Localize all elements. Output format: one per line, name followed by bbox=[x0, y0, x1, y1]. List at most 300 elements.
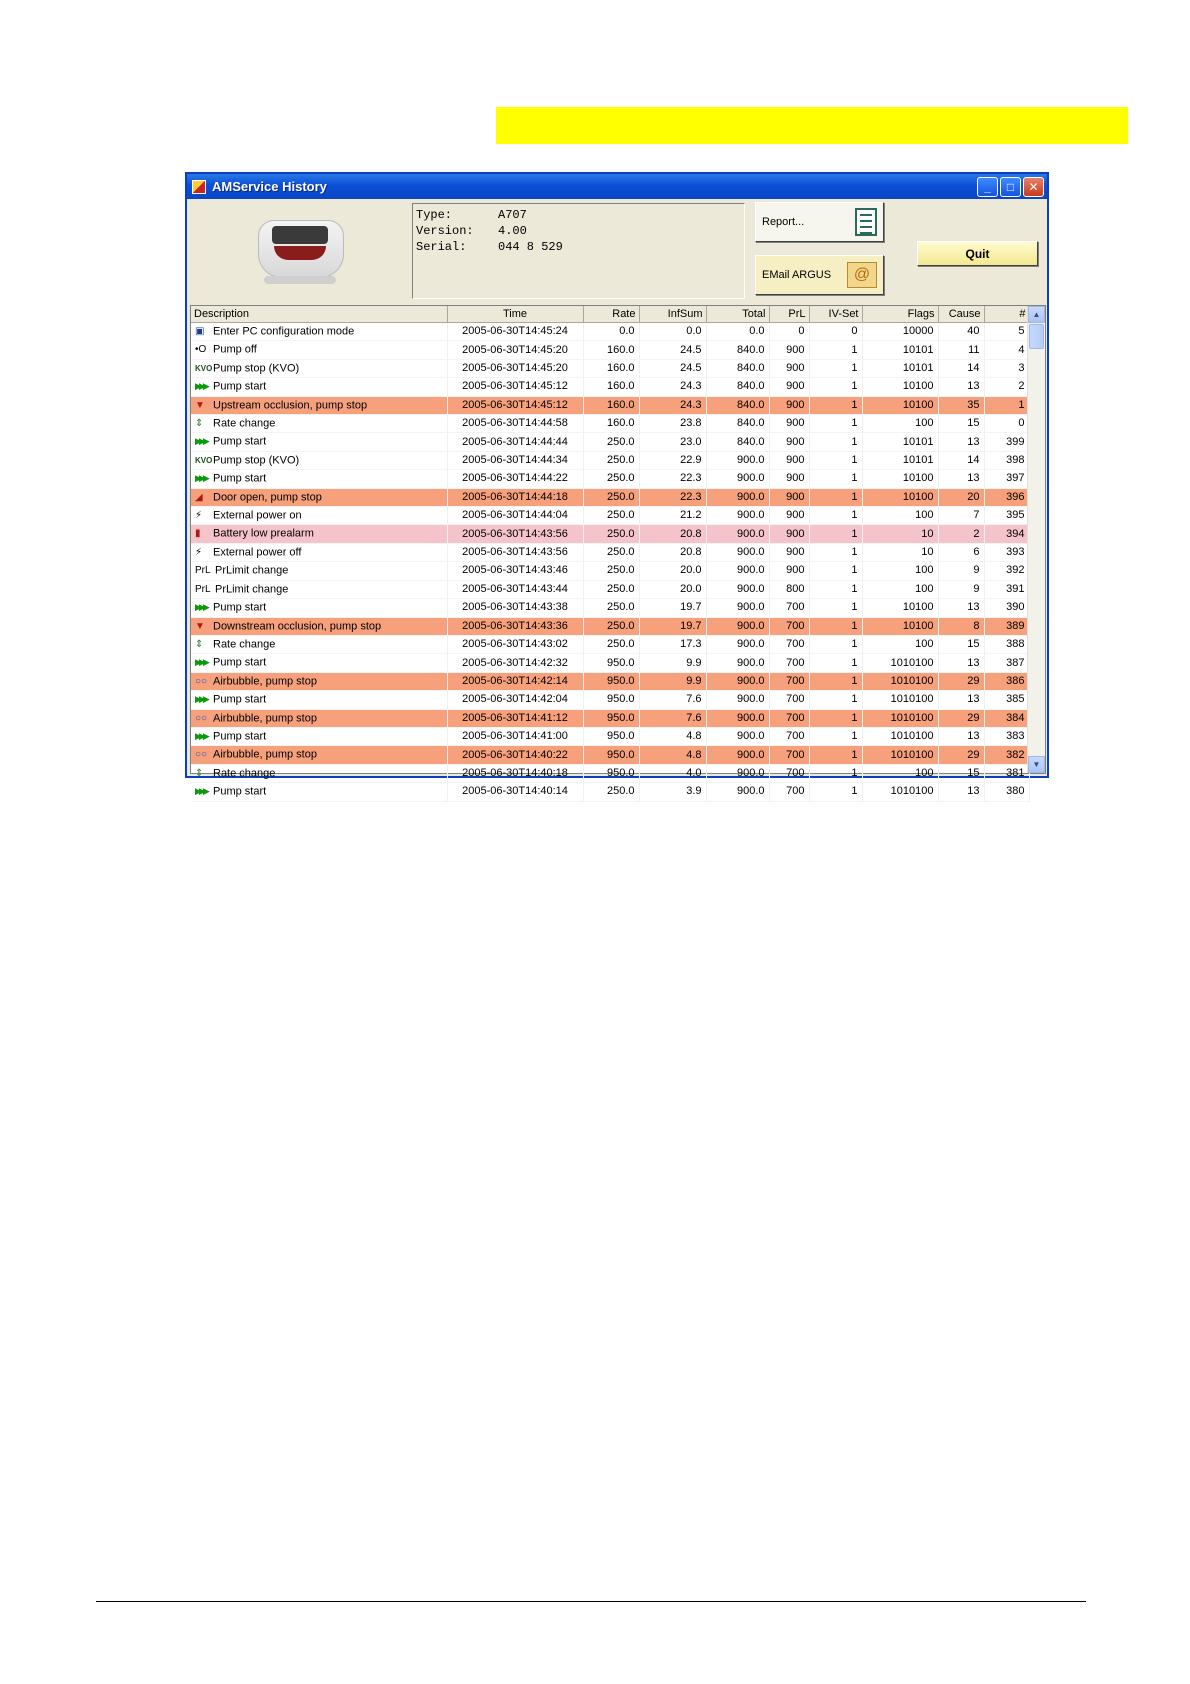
cell-rate: 250.0 bbox=[583, 451, 639, 469]
cell-rate: 250.0 bbox=[583, 433, 639, 451]
cell-rate: 250.0 bbox=[583, 599, 639, 617]
cell-time: 2005-06-30T14:40:14 bbox=[447, 783, 583, 801]
pump-start-icon: ▶▶▶ bbox=[195, 602, 207, 613]
cell-flags: 10100 bbox=[862, 617, 938, 635]
event-description: Enter PC configuration mode bbox=[213, 325, 355, 338]
pump-start-icon: ▶▶▶ bbox=[195, 694, 207, 705]
cell-prl: 900 bbox=[769, 341, 809, 359]
cell-infsum: 7.6 bbox=[639, 691, 706, 709]
cell-cause: 13 bbox=[938, 783, 984, 801]
cell-flags: 100 bbox=[862, 507, 938, 525]
cell-iv-set: 1 bbox=[809, 470, 862, 488]
cell-infsum: 21.2 bbox=[639, 507, 706, 525]
cell-cause: 40 bbox=[938, 323, 984, 341]
event-description: Rate change bbox=[213, 767, 276, 780]
cell-time: 2005-06-30T14:43:46 bbox=[447, 562, 583, 580]
table-row[interactable] bbox=[191, 635, 1029, 653]
quit-button[interactable]: Quit bbox=[917, 241, 1038, 266]
cell-description bbox=[191, 635, 447, 653]
door-open-icon: ◢ bbox=[195, 491, 203, 503]
cell-cause: 15 bbox=[938, 635, 984, 653]
cell-flags: 100 bbox=[862, 562, 938, 580]
cell-time: 2005-06-30T14:41:12 bbox=[447, 709, 583, 727]
table-row[interactable] bbox=[191, 451, 1029, 469]
cell-time: 2005-06-30T14:45:24 bbox=[447, 323, 583, 341]
column-header-flags[interactable]: Flags bbox=[862, 306, 938, 323]
air-bubble-icon: ○○ bbox=[195, 675, 208, 687]
cell-iv-set: 1 bbox=[809, 654, 862, 672]
cell-cause: 13 bbox=[938, 378, 984, 396]
version-row bbox=[416, 223, 741, 239]
cell-infsum: 24.3 bbox=[639, 378, 706, 396]
cell-prl: 900 bbox=[769, 562, 809, 580]
cell-time: 2005-06-30T14:44:44 bbox=[447, 433, 583, 451]
event-description: Pump start bbox=[213, 730, 267, 743]
cell-number: 4 bbox=[984, 341, 1029, 359]
cell-rate: 250.0 bbox=[583, 470, 639, 488]
event-description: Battery low prealarm bbox=[213, 527, 314, 540]
event-description: Rate change bbox=[213, 638, 276, 651]
cell-flags: 10100 bbox=[862, 488, 938, 506]
cell-prl: 700 bbox=[769, 617, 809, 635]
table-row[interactable] bbox=[191, 654, 1029, 672]
event-description: Airbubble, pump stop bbox=[213, 675, 317, 688]
cell-iv-set: 1 bbox=[809, 783, 862, 801]
cell-iv-set: 1 bbox=[809, 378, 862, 396]
cell-rate: 950.0 bbox=[583, 709, 639, 727]
header-row bbox=[191, 306, 1029, 323]
cell-total: 900.0 bbox=[706, 562, 769, 580]
cell-number: 2 bbox=[984, 378, 1029, 396]
table-row[interactable] bbox=[191, 727, 1029, 745]
cell-time: 2005-06-30T14:45:20 bbox=[447, 341, 583, 359]
table-row[interactable] bbox=[191, 470, 1029, 488]
column-header-number[interactable]: # bbox=[984, 306, 1029, 323]
table-row[interactable] bbox=[191, 323, 1029, 341]
cell-infsum: 22.3 bbox=[639, 470, 706, 488]
cell-description bbox=[191, 378, 447, 396]
cell-cause: 13 bbox=[938, 727, 984, 745]
table-row[interactable] bbox=[191, 783, 1029, 801]
column-header-description[interactable]: Description bbox=[191, 306, 447, 323]
history-rows bbox=[191, 323, 1029, 802]
cell-cause: 6 bbox=[938, 543, 984, 561]
cell-total: 840.0 bbox=[706, 378, 769, 396]
cell-prl: 900 bbox=[769, 359, 809, 377]
cell-number: 384 bbox=[984, 709, 1029, 727]
cell-total: 900.0 bbox=[706, 451, 769, 469]
event-description: Pump start bbox=[213, 380, 267, 393]
cell-description bbox=[191, 727, 447, 745]
cell-time: 2005-06-30T14:44:04 bbox=[447, 507, 583, 525]
maximize-button[interactable]: □ bbox=[1000, 177, 1021, 197]
table-row[interactable] bbox=[191, 396, 1029, 414]
table-row[interactable] bbox=[191, 672, 1029, 690]
cell-total: 840.0 bbox=[706, 396, 769, 414]
cell-prl: 900 bbox=[769, 543, 809, 561]
cell-total: 840.0 bbox=[706, 341, 769, 359]
cell-number: 387 bbox=[984, 654, 1029, 672]
cell-cause: 29 bbox=[938, 709, 984, 727]
cell-flags: 1010100 bbox=[862, 672, 938, 690]
cell-time: 2005-06-30T14:40:18 bbox=[447, 764, 583, 782]
cell-total: 900.0 bbox=[706, 617, 769, 635]
cell-description bbox=[191, 507, 447, 525]
cell-infsum: 19.7 bbox=[639, 617, 706, 635]
cell-infsum: 24.5 bbox=[639, 359, 706, 377]
event-description: Airbubble, pump stop bbox=[213, 711, 317, 724]
cell-total: 900.0 bbox=[706, 543, 769, 561]
cell-number: 397 bbox=[984, 470, 1029, 488]
cell-time: 2005-06-30T14:43:44 bbox=[447, 580, 583, 598]
cell-total: 840.0 bbox=[706, 359, 769, 377]
cell-flags: 1010100 bbox=[862, 709, 938, 727]
cell-flags: 1010100 bbox=[862, 654, 938, 672]
cell-rate: 950.0 bbox=[583, 746, 639, 764]
cell-prl: 800 bbox=[769, 580, 809, 598]
report-button-label: Report... bbox=[762, 216, 805, 228]
cell-iv-set: 1 bbox=[809, 635, 862, 653]
report-button[interactable] bbox=[755, 202, 884, 242]
event-description: Pump start bbox=[213, 472, 267, 485]
cell-infsum: 20.8 bbox=[639, 525, 706, 543]
cell-iv-set: 1 bbox=[809, 359, 862, 377]
cell-number: 396 bbox=[984, 488, 1029, 506]
cell-total: 0.0 bbox=[706, 323, 769, 341]
pump-start-icon: ▶▶▶ bbox=[195, 730, 207, 741]
table-row[interactable] bbox=[191, 359, 1029, 377]
cell-infsum: 19.7 bbox=[639, 599, 706, 617]
cell-total: 900.0 bbox=[706, 691, 769, 709]
cell-infsum: 7.6 bbox=[639, 709, 706, 727]
close-button[interactable]: ✕ bbox=[1023, 177, 1044, 197]
header-panel bbox=[187, 199, 1047, 303]
table-row[interactable] bbox=[191, 525, 1029, 543]
minimize-button[interactable]: _ bbox=[977, 177, 998, 197]
cell-description bbox=[191, 580, 447, 598]
cell-prl: 900 bbox=[769, 451, 809, 469]
cell-rate: 250.0 bbox=[583, 635, 639, 653]
cell-prl: 700 bbox=[769, 635, 809, 653]
table-row[interactable] bbox=[191, 507, 1029, 525]
title-bar[interactable] bbox=[187, 174, 1047, 199]
cell-total: 900.0 bbox=[706, 525, 769, 543]
device-info-box bbox=[412, 203, 745, 299]
occlusion-icon: ▼ bbox=[195, 399, 205, 411]
event-description: Airbubble, pump stop bbox=[213, 748, 317, 761]
cell-description bbox=[191, 323, 447, 341]
air-bubble-icon: ○○ bbox=[195, 749, 208, 761]
cell-infsum: 4.8 bbox=[639, 746, 706, 764]
cell-iv-set: 1 bbox=[809, 580, 862, 598]
cell-description bbox=[191, 562, 447, 580]
cell-iv-set: 1 bbox=[809, 562, 862, 580]
pump-start-icon: ▶▶▶ bbox=[195, 381, 207, 392]
type-value: A707 bbox=[498, 208, 527, 222]
cell-iv-set: 1 bbox=[809, 433, 862, 451]
event-description: Downstream occlusion, pump stop bbox=[213, 619, 382, 632]
column-header-time[interactable]: Time bbox=[447, 306, 583, 323]
vertical-scrollbar[interactable] bbox=[1027, 306, 1045, 773]
event-description: Rate change bbox=[213, 417, 276, 430]
cell-rate: 950.0 bbox=[583, 691, 639, 709]
cell-iv-set: 1 bbox=[809, 691, 862, 709]
history-table bbox=[191, 306, 1030, 802]
cell-description bbox=[191, 599, 447, 617]
cell-total: 900.0 bbox=[706, 470, 769, 488]
cell-flags: 10 bbox=[862, 543, 938, 561]
cell-number: 386 bbox=[984, 672, 1029, 690]
table-row[interactable] bbox=[191, 341, 1029, 359]
yellow-highlight-bar bbox=[496, 107, 1128, 144]
cell-flags: 10100 bbox=[862, 599, 938, 617]
cell-prl: 700 bbox=[769, 599, 809, 617]
cell-iv-set: 1 bbox=[809, 507, 862, 525]
cell-infsum: 24.5 bbox=[639, 341, 706, 359]
cell-cause: 13 bbox=[938, 433, 984, 451]
column-header-infsum[interactable]: InfSum bbox=[639, 306, 706, 323]
cell-flags: 10 bbox=[862, 525, 938, 543]
cell-total: 900.0 bbox=[706, 727, 769, 745]
table-row[interactable] bbox=[191, 764, 1029, 782]
event-description: Pump start bbox=[213, 656, 267, 669]
cell-rate: 160.0 bbox=[583, 359, 639, 377]
cell-time: 2005-06-30T14:45:12 bbox=[447, 396, 583, 414]
battery-icon: ▮ bbox=[195, 528, 201, 540]
cell-prl: 700 bbox=[769, 727, 809, 745]
pump-door-shape bbox=[274, 246, 326, 260]
cell-iv-set: 0 bbox=[809, 323, 862, 341]
table-row[interactable] bbox=[191, 562, 1029, 580]
cell-flags: 1010100 bbox=[862, 746, 938, 764]
cell-number: 395 bbox=[984, 507, 1029, 525]
cell-total: 840.0 bbox=[706, 415, 769, 433]
cell-prl: 900 bbox=[769, 525, 809, 543]
pc-config-icon: ▣ bbox=[195, 326, 205, 337]
infusion-pump-image bbox=[252, 210, 347, 288]
cell-rate: 950.0 bbox=[583, 764, 639, 782]
cell-total: 900.0 bbox=[706, 654, 769, 672]
cell-number: 399 bbox=[984, 433, 1029, 451]
pump-off-icon: •O bbox=[195, 344, 207, 356]
cell-prl: 900 bbox=[769, 433, 809, 451]
cell-cause: 20 bbox=[938, 488, 984, 506]
cell-iv-set: 1 bbox=[809, 525, 862, 543]
cell-total: 900.0 bbox=[706, 599, 769, 617]
column-header-rate[interactable]: Rate bbox=[583, 306, 639, 323]
event-description: Pump start bbox=[213, 693, 267, 706]
cell-rate: 250.0 bbox=[583, 507, 639, 525]
cell-flags: 1010100 bbox=[862, 691, 938, 709]
email-argus-button[interactable] bbox=[755, 255, 884, 295]
cell-number: 388 bbox=[984, 635, 1029, 653]
cell-cause: 29 bbox=[938, 746, 984, 764]
table-row[interactable] bbox=[191, 709, 1029, 727]
pump-display-shape bbox=[272, 226, 328, 244]
cell-prl: 700 bbox=[769, 672, 809, 690]
cell-rate: 250.0 bbox=[583, 783, 639, 801]
scroll-down-button[interactable]: ▼ bbox=[1028, 756, 1045, 773]
event-description: External power on bbox=[213, 509, 302, 522]
cell-description bbox=[191, 470, 447, 488]
cell-cause: 7 bbox=[938, 507, 984, 525]
cell-cause: 13 bbox=[938, 470, 984, 488]
cell-total: 900.0 bbox=[706, 783, 769, 801]
cell-prl: 900 bbox=[769, 507, 809, 525]
cell-time: 2005-06-30T14:43:36 bbox=[447, 617, 583, 635]
cell-time: 2005-06-30T14:44:34 bbox=[447, 451, 583, 469]
cell-cause: 2 bbox=[938, 525, 984, 543]
cell-flags: 10101 bbox=[862, 433, 938, 451]
cell-rate: 950.0 bbox=[583, 727, 639, 745]
event-description: External power off bbox=[213, 546, 302, 559]
cell-flags: 100 bbox=[862, 764, 938, 782]
table-row[interactable] bbox=[191, 378, 1029, 396]
cell-total: 900.0 bbox=[706, 764, 769, 782]
occlusion-icon: ▼ bbox=[195, 620, 205, 632]
cell-flags: 10000 bbox=[862, 323, 938, 341]
event-description: Pump start bbox=[213, 601, 267, 614]
cell-description bbox=[191, 433, 447, 451]
table-row[interactable] bbox=[191, 415, 1029, 433]
event-description: Upstream occlusion, pump stop bbox=[213, 399, 368, 412]
cell-infsum: 22.3 bbox=[639, 488, 706, 506]
cell-time: 2005-06-30T14:43:56 bbox=[447, 525, 583, 543]
event-description: Pump off bbox=[213, 343, 257, 356]
cell-description bbox=[191, 525, 447, 543]
cell-total: 900.0 bbox=[706, 580, 769, 598]
cell-description bbox=[191, 764, 447, 782]
cell-prl: 900 bbox=[769, 396, 809, 414]
type-label: Type: bbox=[416, 208, 453, 222]
table-row[interactable] bbox=[191, 433, 1029, 451]
cell-number: 394 bbox=[984, 525, 1029, 543]
type-row bbox=[416, 207, 741, 223]
cell-rate: 0.0 bbox=[583, 323, 639, 341]
kvo-icon: KVO bbox=[195, 455, 213, 465]
cell-number: 383 bbox=[984, 727, 1029, 745]
cell-iv-set: 1 bbox=[809, 709, 862, 727]
scroll-up-button[interactable]: ▲ bbox=[1028, 306, 1045, 323]
cell-cause: 9 bbox=[938, 562, 984, 580]
history-grid[interactable] bbox=[190, 305, 1046, 798]
cell-description bbox=[191, 654, 447, 672]
version-value: 4.00 bbox=[498, 224, 527, 238]
cell-infsum: 20.0 bbox=[639, 562, 706, 580]
cell-rate: 250.0 bbox=[583, 525, 639, 543]
window-controls bbox=[977, 177, 1044, 197]
event-description: Pump stop (KVO) bbox=[213, 454, 300, 467]
cell-time: 2005-06-30T14:40:22 bbox=[447, 746, 583, 764]
cell-iv-set: 1 bbox=[809, 672, 862, 690]
cell-description bbox=[191, 451, 447, 469]
cell-rate: 250.0 bbox=[583, 488, 639, 506]
cell-number: 398 bbox=[984, 451, 1029, 469]
table-row[interactable] bbox=[191, 617, 1029, 635]
pump-start-icon: ▶▶▶ bbox=[195, 473, 207, 484]
column-header-prl[interactable]: PrL bbox=[769, 306, 809, 323]
cell-description bbox=[191, 672, 447, 690]
cell-description bbox=[191, 396, 447, 414]
cell-flags: 100 bbox=[862, 415, 938, 433]
pump-start-icon: ▶▶▶ bbox=[195, 786, 207, 797]
cell-description bbox=[191, 543, 447, 561]
cell-cause: 13 bbox=[938, 654, 984, 672]
app-icon bbox=[192, 180, 206, 194]
amservice-history-window bbox=[185, 172, 1049, 798]
cell-prl: 900 bbox=[769, 488, 809, 506]
cell-description bbox=[191, 488, 447, 506]
cell-prl: 0 bbox=[769, 323, 809, 341]
table-row[interactable] bbox=[191, 543, 1029, 561]
cell-rate: 250.0 bbox=[583, 543, 639, 561]
cell-rate: 250.0 bbox=[583, 580, 639, 598]
cell-number: 391 bbox=[984, 580, 1029, 598]
cell-number: 5 bbox=[984, 323, 1029, 341]
cell-total: 840.0 bbox=[706, 433, 769, 451]
event-description: PrLimit change bbox=[215, 564, 289, 577]
cell-cause: 13 bbox=[938, 691, 984, 709]
cell-time: 2005-06-30T14:45:20 bbox=[447, 359, 583, 377]
cell-total: 900.0 bbox=[706, 672, 769, 690]
cell-iv-set: 1 bbox=[809, 599, 862, 617]
cell-iv-set: 1 bbox=[809, 746, 862, 764]
cell-rate: 950.0 bbox=[583, 672, 639, 690]
cell-number: 389 bbox=[984, 617, 1029, 635]
rate-change-icon: ⇕ bbox=[195, 418, 204, 430]
table-row[interactable] bbox=[191, 599, 1029, 617]
cell-prl: 700 bbox=[769, 746, 809, 764]
cell-cause: 9 bbox=[938, 580, 984, 598]
cell-infsum: 4.8 bbox=[639, 727, 706, 745]
cell-time: 2005-06-30T14:44:58 bbox=[447, 415, 583, 433]
cell-infsum: 9.9 bbox=[639, 654, 706, 672]
cell-flags: 10100 bbox=[862, 470, 938, 488]
serial-row bbox=[416, 239, 741, 255]
cell-prl: 700 bbox=[769, 691, 809, 709]
cell-infsum: 20.0 bbox=[639, 580, 706, 598]
cell-time: 2005-06-30T14:42:32 bbox=[447, 654, 583, 672]
cell-description bbox=[191, 359, 447, 377]
cell-cause: 8 bbox=[938, 617, 984, 635]
pump-start-icon: ▶▶▶ bbox=[195, 657, 207, 668]
cell-iv-set: 1 bbox=[809, 451, 862, 469]
cell-rate: 160.0 bbox=[583, 378, 639, 396]
cell-total: 900.0 bbox=[706, 488, 769, 506]
cell-rate: 160.0 bbox=[583, 415, 639, 433]
event-description: Pump stop (KVO) bbox=[213, 362, 300, 375]
table-row[interactable] bbox=[191, 746, 1029, 764]
cell-prl: 900 bbox=[769, 470, 809, 488]
pump-base-shape bbox=[264, 276, 336, 284]
scroll-thumb[interactable] bbox=[1029, 324, 1044, 349]
table-row[interactable] bbox=[191, 580, 1029, 598]
cell-cause: 14 bbox=[938, 451, 984, 469]
column-header-cause[interactable]: Cause bbox=[938, 306, 984, 323]
cell-time: 2005-06-30T14:44:18 bbox=[447, 488, 583, 506]
cell-number: 385 bbox=[984, 691, 1029, 709]
column-header-ivset[interactable]: IV-Set bbox=[809, 306, 862, 323]
table-row[interactable] bbox=[191, 691, 1029, 709]
cell-total: 900.0 bbox=[706, 746, 769, 764]
column-header-total[interactable]: Total bbox=[706, 306, 769, 323]
cell-prl: 900 bbox=[769, 415, 809, 433]
table-row[interactable] bbox=[191, 488, 1029, 506]
event-description: Pump start bbox=[213, 785, 267, 798]
cell-description bbox=[191, 746, 447, 764]
document-icon bbox=[855, 208, 877, 236]
cell-prl: 700 bbox=[769, 654, 809, 672]
